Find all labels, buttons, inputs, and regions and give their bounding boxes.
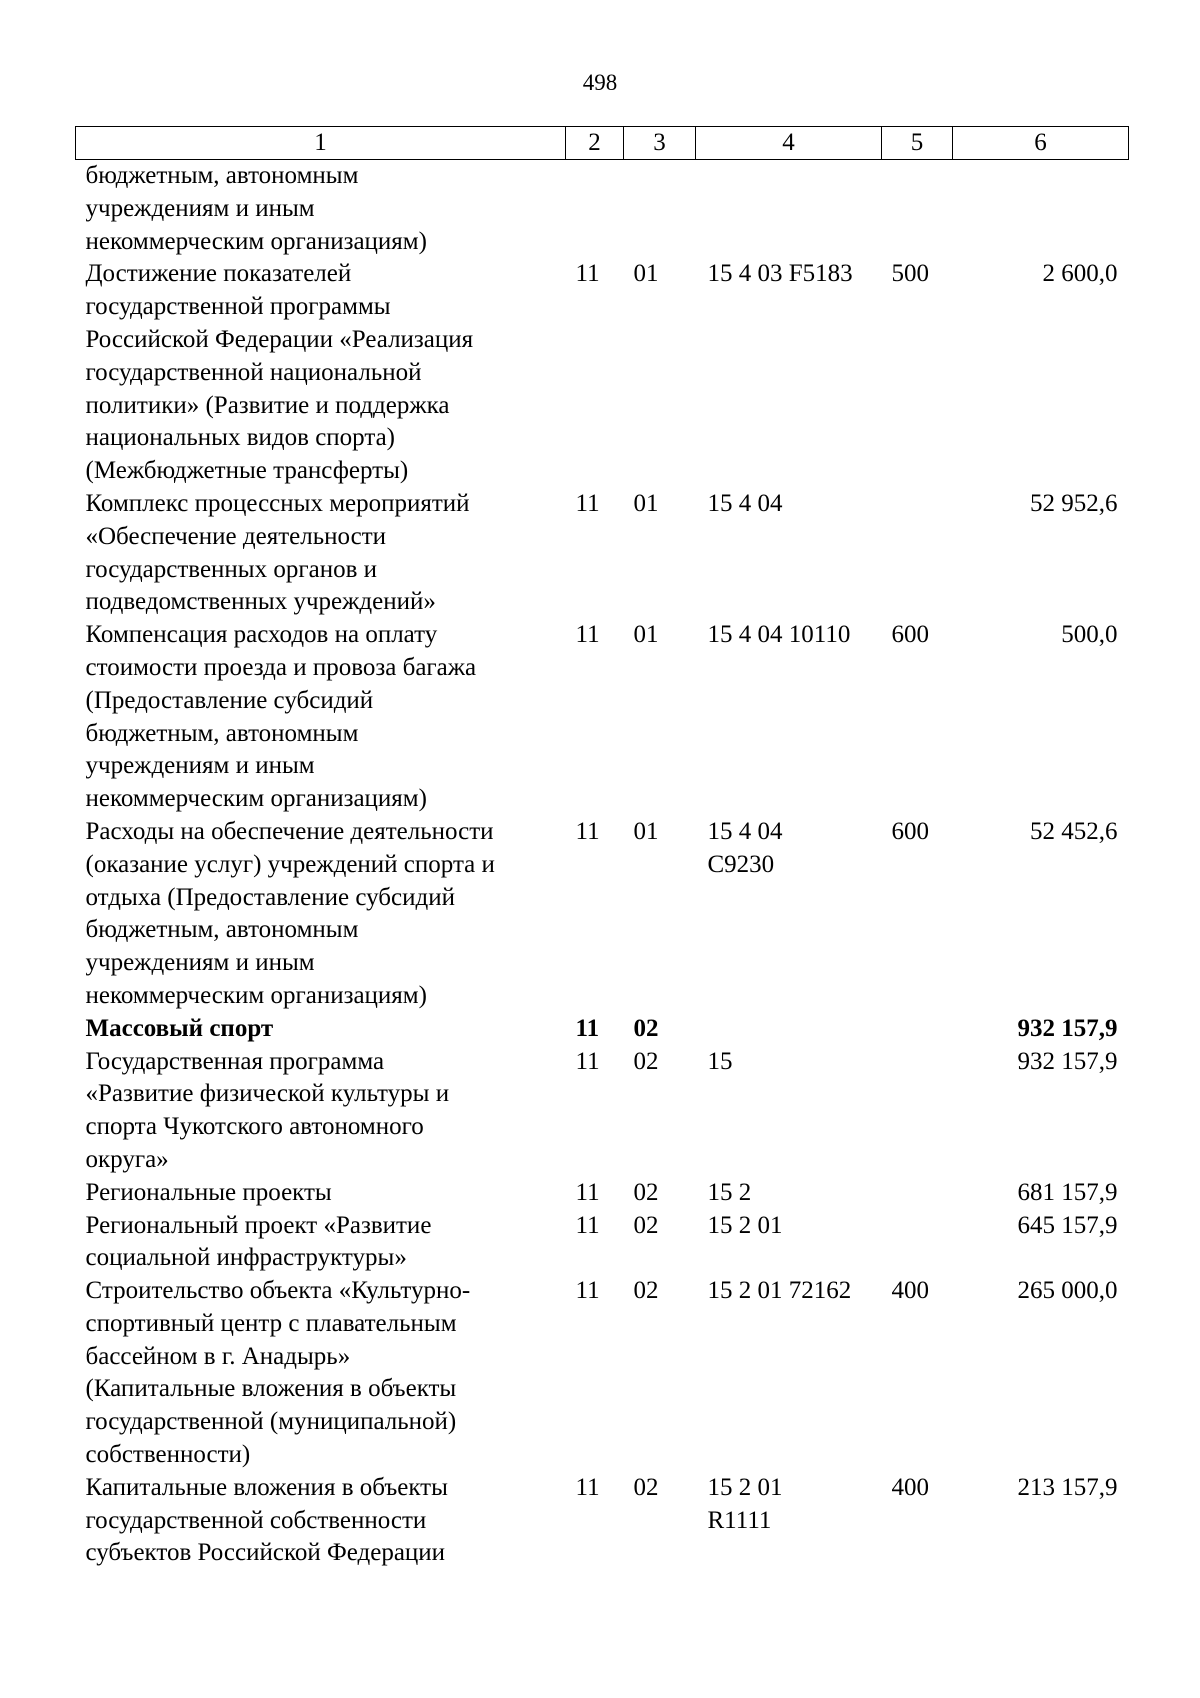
cell-section: 11 — [575, 1047, 600, 1075]
cell-subsection: 01 — [633, 489, 659, 517]
cell-subsection: 01 — [633, 621, 659, 649]
cell-expense-type — [882, 1177, 953, 1210]
cell-target-article: 15 4 04 10110 — [707, 621, 851, 649]
table-header-row — [76, 127, 1129, 160]
cell-subsection: 01 — [633, 260, 659, 288]
cell-name: Региональный проект «Развитие социальной инфраструктуры» — [85, 1211, 432, 1272]
cell-subsection: 02 — [633, 1047, 659, 1075]
header-col-2: 2 — [566, 127, 624, 160]
cell-target-article: 15 — [707, 1047, 733, 1075]
cell-section: 11 — [575, 1178, 600, 1206]
table-row — [76, 258, 1129, 488]
cell-name: Строительство объекта «Культурно- спортивный центр с плавательным бассейном в г. Анадырь» (Капитальные вложения в объекты государственной (муниципальной) собственности) — [85, 1277, 471, 1469]
table-body — [76, 160, 1129, 1571]
header-col-1: 1 — [76, 127, 566, 160]
table-row — [76, 1210, 1129, 1276]
cell-amount: 932 157,9 — [1017, 1047, 1118, 1075]
cell-expense-type — [882, 1013, 953, 1046]
table-row — [76, 1013, 1129, 1046]
cell-section: 11 — [575, 1211, 600, 1239]
cell-subsection: 02 — [633, 1178, 659, 1206]
table-row — [76, 160, 1129, 259]
cell-expense-type: 600 — [891, 817, 929, 845]
cell-amount: 265 000,0 — [1017, 1277, 1118, 1305]
cell-expense-type — [882, 160, 953, 259]
table-row — [76, 1275, 1129, 1472]
cell-expense-type — [882, 1210, 953, 1276]
cell-name: бюджетным, автономным учреждениям и иным некоммерческим организациям) — [85, 162, 427, 255]
cell-amount: 52 452,6 — [1030, 817, 1118, 845]
cell-target-article: 15 2 01 R1111 — [707, 1473, 783, 1534]
table-row — [76, 1177, 1129, 1210]
cell-target-article: 15 4 04 С9230 — [707, 817, 783, 878]
cell-name: Комплекс процессных мероприятий «Обеспечение деятельности государственных органов и подведомственных учреждений» — [85, 489, 470, 616]
cell-name: Достижение показателей государственной программы Российской Федерации «Реализация государственной национальной политики» (Развитие и поддержка национальных видов спорта) (Межбюджетные трансферты) — [85, 260, 474, 485]
cell-name: Государственная программа «Развитие физической культуры и спорта Чукотского автономного округа» — [85, 1047, 450, 1173]
cell-target-article — [696, 1013, 882, 1046]
cell-target-article — [696, 160, 882, 259]
header-col-5: 5 — [882, 127, 953, 160]
cell-name: Компенсация расходов на оплату стоимости проезда и провоза багажа (Предоставление субсидий бюджетным, автономным учреждениям и иным некоммерческим организациям) — [85, 621, 477, 813]
cell-name: Расходы на обеспечение деятельности (оказание услуг) учреждений спорта и отдыха (Предоставление субсидий бюджетным, автономным учреждениям и иным некоммерческим организациям) — [85, 817, 495, 1009]
cell-target-article: 15 2 — [707, 1178, 752, 1206]
cell-amount: 932 157,9 — [1017, 1014, 1118, 1042]
cell-amount: 645 157,9 — [1017, 1211, 1118, 1239]
cell-section: 11 — [575, 1014, 600, 1042]
budget-table — [75, 126, 1129, 1570]
cell-subsection: 02 — [633, 1473, 659, 1501]
table-row — [76, 816, 1129, 1013]
cell-section — [566, 160, 624, 259]
cell-subsection: 02 — [633, 1277, 659, 1305]
table-row — [76, 488, 1129, 619]
cell-subsection: 02 — [633, 1211, 659, 1239]
cell-section: 11 — [575, 1473, 600, 1501]
cell-subsection: 02 — [633, 1014, 659, 1042]
cell-expense-type: 500 — [891, 260, 929, 288]
cell-section: 11 — [575, 489, 600, 517]
cell-amount: 681 157,9 — [1017, 1178, 1118, 1206]
cell-subsection: 01 — [633, 817, 659, 845]
cell-expense-type — [882, 1046, 953, 1177]
cell-expense-type: 600 — [891, 621, 929, 649]
cell-target-article: 15 2 01 72162 — [707, 1277, 852, 1305]
cell-name: Массовый спорт — [85, 1014, 274, 1042]
cell-subsection — [624, 160, 696, 259]
cell-section: 11 — [575, 1277, 600, 1305]
header-col-4: 4 — [696, 127, 882, 160]
table-row — [76, 619, 1129, 816]
cell-amount — [953, 160, 1129, 259]
table-row — [76, 1046, 1129, 1177]
cell-expense-type: 400 — [891, 1473, 929, 1501]
header-col-6: 6 — [953, 127, 1129, 160]
cell-amount: 500,0 — [1061, 621, 1118, 649]
cell-target-article: 15 4 04 — [707, 489, 783, 517]
page-number: 498 — [582, 70, 618, 95]
cell-amount: 213 157,9 — [1017, 1473, 1118, 1501]
cell-expense-type — [882, 488, 953, 619]
cell-name: Региональные проекты — [85, 1178, 332, 1206]
cell-section: 11 — [575, 817, 600, 845]
cell-section: 11 — [575, 621, 600, 649]
cell-target-article: 15 2 01 — [707, 1211, 783, 1239]
table-row — [76, 1472, 1129, 1570]
header-col-3: 3 — [624, 127, 696, 160]
cell-amount: 2 600,0 — [1042, 260, 1118, 288]
cell-target-article: 15 4 03 F5183 — [707, 260, 853, 288]
cell-name: Капитальные вложения в объекты государственной собственности субъектов Российской Федерации — [85, 1473, 448, 1567]
cell-section: 11 — [575, 260, 600, 288]
cell-expense-type: 400 — [891, 1277, 929, 1305]
cell-amount: 52 952,6 — [1030, 489, 1118, 517]
